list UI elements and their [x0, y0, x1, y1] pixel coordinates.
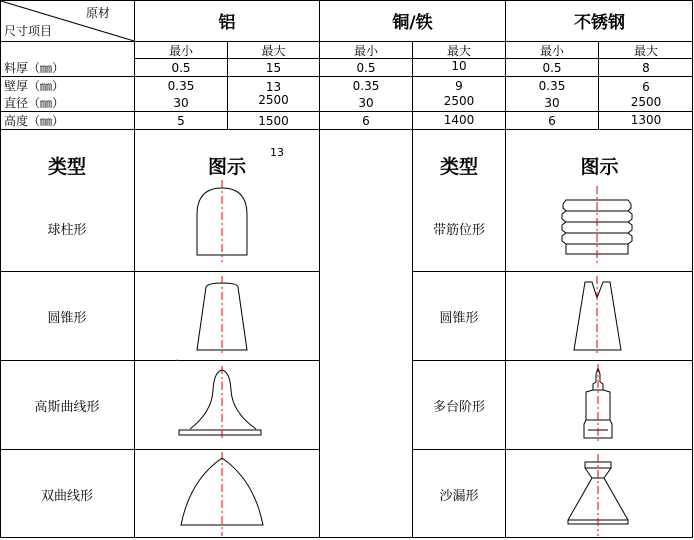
min-label: 最小: [353, 43, 378, 58]
table-cell: 0.5: [542, 60, 562, 75]
max-label: 最大: [446, 43, 471, 58]
max-label: 最大: [633, 43, 658, 58]
table-cell: 2500: [630, 95, 662, 109]
type-cone-right: 圆锥形: [439, 310, 479, 326]
table-cell: 1500: [258, 113, 289, 128]
type-ball-column: 球柱形: [47, 222, 87, 238]
max-label: 最大: [261, 43, 286, 58]
type-cone: 圆锥形: [47, 310, 87, 326]
material-copper-iron: 铜/铁: [392, 13, 433, 33]
material-aluminum: 铝: [218, 13, 236, 33]
table-cell: 1400: [443, 112, 475, 127]
table-cell: 2500: [443, 94, 475, 108]
table-cell: 10: [451, 58, 467, 73]
table-cell: 2500: [258, 93, 289, 107]
table-cell: 6: [642, 79, 650, 94]
figure-title-right: 图示: [580, 155, 619, 178]
material-header-label: 原材: [86, 6, 111, 20]
gauss-curve-shape: [190, 370, 256, 429]
table-cell: 8: [642, 60, 650, 75]
table-cell: 0.5: [356, 60, 376, 75]
table-cell: 1300: [630, 112, 662, 127]
type-gauss: 高斯曲线形: [34, 399, 100, 415]
table-cell: 9: [455, 78, 463, 93]
row-label-height: 高度（㎜）: [4, 114, 65, 128]
dimension-header-label: 尺寸项目: [4, 24, 53, 38]
type-ribbed: 带筋位形: [432, 222, 485, 238]
table-cell: 30: [173, 96, 189, 110]
table-cell: 6: [362, 113, 370, 128]
table-cell: 0.35: [538, 78, 566, 93]
table-cell: 15: [265, 60, 282, 75]
type-title-right: 类型: [439, 155, 478, 178]
min-label: 最小: [539, 43, 564, 58]
table-cell: 0.5: [171, 60, 191, 75]
min-label: 最小: [168, 43, 193, 58]
row-label-diameter: 直径（㎜）: [4, 96, 65, 110]
table-cell: 6: [548, 113, 556, 128]
row-label-thickness: 料厚（㎜）: [4, 61, 65, 75]
stray-note: 13: [270, 146, 284, 159]
type-title-left: 类型: [47, 155, 86, 178]
table-cell: 0.35: [352, 78, 380, 93]
figure-title-left: 图示: [207, 155, 246, 178]
table-cell: 5: [177, 113, 185, 128]
table-cell: 0.35: [167, 78, 195, 93]
type-hyperbola: 双曲线形: [40, 488, 93, 504]
row-label-wall: 壁厚（㎜）: [4, 79, 65, 93]
table-cell: 30: [358, 96, 374, 110]
type-hourglass: 沙漏形: [439, 488, 479, 504]
table-cell: 30: [544, 96, 560, 110]
table-cell: 13: [265, 79, 282, 94]
type-stepped: 多台阶形: [432, 399, 485, 415]
material-stainless: 不锈钢: [574, 13, 625, 33]
